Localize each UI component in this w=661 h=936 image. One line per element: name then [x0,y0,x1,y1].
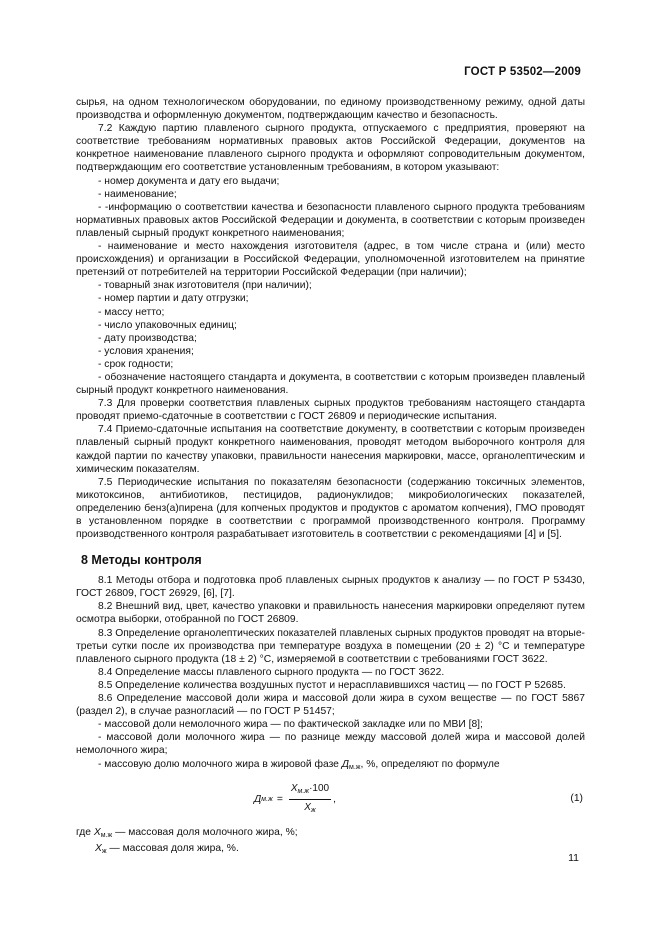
document-header-id: ГОСТ Р 53502—2009 [464,66,581,78]
numerator-variable: Х [290,782,298,794]
list-item: - срок годности; [98,358,174,370]
definitions-lead: где [76,826,92,838]
list-7-2 [76,175,585,398]
definition-1-variable: Х [93,826,101,838]
document-body [76,96,585,858]
denominator-subscript: ж [310,806,316,814]
paragraph-8-5: 8.5 Определение количества воздушных пустот и нерасплавившихся частиц — по ГОСТ Р 52685. [98,679,566,691]
numerator-multiplier: ·100 [309,782,330,794]
list-item: - наименование и место нахождения изготовителя (адрес, в том числе страна и (или) место происхождения) и организации в Российской Федерации, уполномоченной изготовителем на принятие претензий от потребителей на территории Российской Федерации (при наличии); [76,241,585,279]
list-item: - массовой доли молочного жира — по разнице между массовой долей жира и массовой долей немолочного жира; [76,732,585,757]
denominator-variable: Х [304,801,311,813]
definition-2-variable: Х [95,842,102,854]
formula-lhs: Д [254,793,262,805]
definition-1 [76,826,585,842]
section-heading-8: 8 Методы контроля [81,553,202,568]
list-item: - номер документа и дату его выдачи; [98,175,280,187]
paragraph-continuation: сырья, на одном технологическом оборудовании, по единому производственному режиму, одной даты производства и оформленную документом, подтверждающим качество и безопасность. [76,97,585,122]
formula-number: (1) [570,792,583,804]
definition-1-subscript: м.ж [100,831,113,839]
definition-2-subscript: ж [101,847,107,855]
paragraph-7-4: 7.4 Приемо-сдаточные испытания на соответствие документу, в соответствии с которым произведен плавленый сырный продукт конкретного наименования, проводят методом выборочного контроля для каждой партии по качеству упаковки, правильности нанесения маркировки, массе, органолептическим и химическим показателям. [76,424,585,475]
list-item: - наименование; [98,188,177,200]
list-item: - массу нетто; [98,306,165,318]
formula-equals: = [276,793,283,805]
paragraph-8-4: 8.4 Определение массы плавленого сырного продукта — по ГОСТ 3622. [98,666,445,678]
list-item: - номер партии и дату отгрузки; [98,293,249,305]
formula-fraction [289,782,331,817]
formula-lhs-subscript: м.ж [261,795,273,803]
numerator-subscript: м.ж [297,787,310,795]
definition-2 [76,842,585,858]
paragraph-8-1: 8.1 Методы отбора и подготовка проб плавленых сырных продуктов к анализу — по ГОСТ Р 53430, ГОСТ 26809, ГОСТ 26929, [6], [7]. [76,575,585,600]
paragraph-8-6: 8.6 Определение массовой доли жира и массовой доли жира в сухом веществе — по ГОСТ 5867 (раздел 2), в случае разногласий — по ГОСТ Р 51457; [76,693,585,718]
formula-denominator [304,800,316,817]
symbol-d: Д [341,758,350,770]
definition-2-text: — массовая доля жира, %. [106,842,239,854]
symbol-d-subscript: м.ж [349,763,361,771]
list-item: - число упаковочных единиц; [98,319,237,331]
formula-expression [254,782,336,817]
list-item: - массовой доли немолочного жира — по фактической закладке или по МВИ [8]; [98,719,483,731]
list-item-formula-intro [76,758,585,774]
formula-definitions [76,826,585,858]
list-item: - товарный знак изготовителя (при наличии); [98,280,312,292]
list-item-suffix: , %, определяют по формуле [360,758,500,770]
page-number: 11 [568,852,579,864]
paragraph-7-3: 7.3 Для проверки соответствия плавленых сырных продуктов требованиям настоящего стандарта проводят приемо-сдаточные в соответствии с ГОСТ 26809 и периодические испытания. [76,398,585,423]
list-item: - дату производства; [98,332,197,344]
paragraph-7-2: 7.2 Каждую партию плавленого сырного продукта, отпускаемого с предприятия, проверяют на соответствие требованиям нормативных правовых актов Российской Федерации, документов на конкретное наименование плавленого сырного продукта и оформляют сопроводительным документом, подтверждающим его соответствие установленным требованиям, в котором указывают: [76,123,585,174]
list-item: - условия хранения; [98,345,194,357]
formula-trailing-comma: , [333,793,336,805]
definition-1-text: — массовая доля молочного жира, %; [112,826,298,838]
paragraph-8-3: 8.3 Определение органолептических показателей плавленых сырных продуктов проводят на вторые-третьи сутки после их производства при температуре воздуха в помещении (20 ± 2) °С и температуре плавленого сырного продукта (18 ± 2) °С, измеряемой в соответствии с требованиями ГОСТ 3622. [76,627,585,665]
list-item: - обозначение настоящего стандарта и документа, в соответствии с которым произведен плавленый сырный продукт конкретного наименования. [76,371,585,397]
formula-numerator [289,782,331,800]
list-item: - -информацию о соответствии качества и безопасности плавленого сырного продукта требованиям нормативных правовых актов Российской Федерации и документа, в соответствии с которым произведен плавленый сырный продукт конкретного наименования; [76,201,585,239]
list-item-prefix: - массовую долю молочного жира в жировой фазе [98,758,339,770]
formula-1 [76,778,585,822]
paragraph-8-2: 8.2 Внешний вид, цвет, качество упаковки и правильность нанесения маркировки определяют путем осмотра выборки, отобранной по ГОСТ 26809. [76,601,585,626]
paragraph-7-5: 7.5 Периодические испытания по показателям безопасности (содержанию токсичных элементов, микотоксинов, антибиотиков, пестицидов, радионуклидов; микробиологических показателей, определению бенз(а)пирена (для копченых продуктов и продуктов с ароматом копчения), ГМО проводят в установленном порядке в соответствии с программой производственного контроля. Программу производственного контроля разрабатывает изготовитель в соответствии с рекомендациями [4] и [5]. [76,476,585,541]
